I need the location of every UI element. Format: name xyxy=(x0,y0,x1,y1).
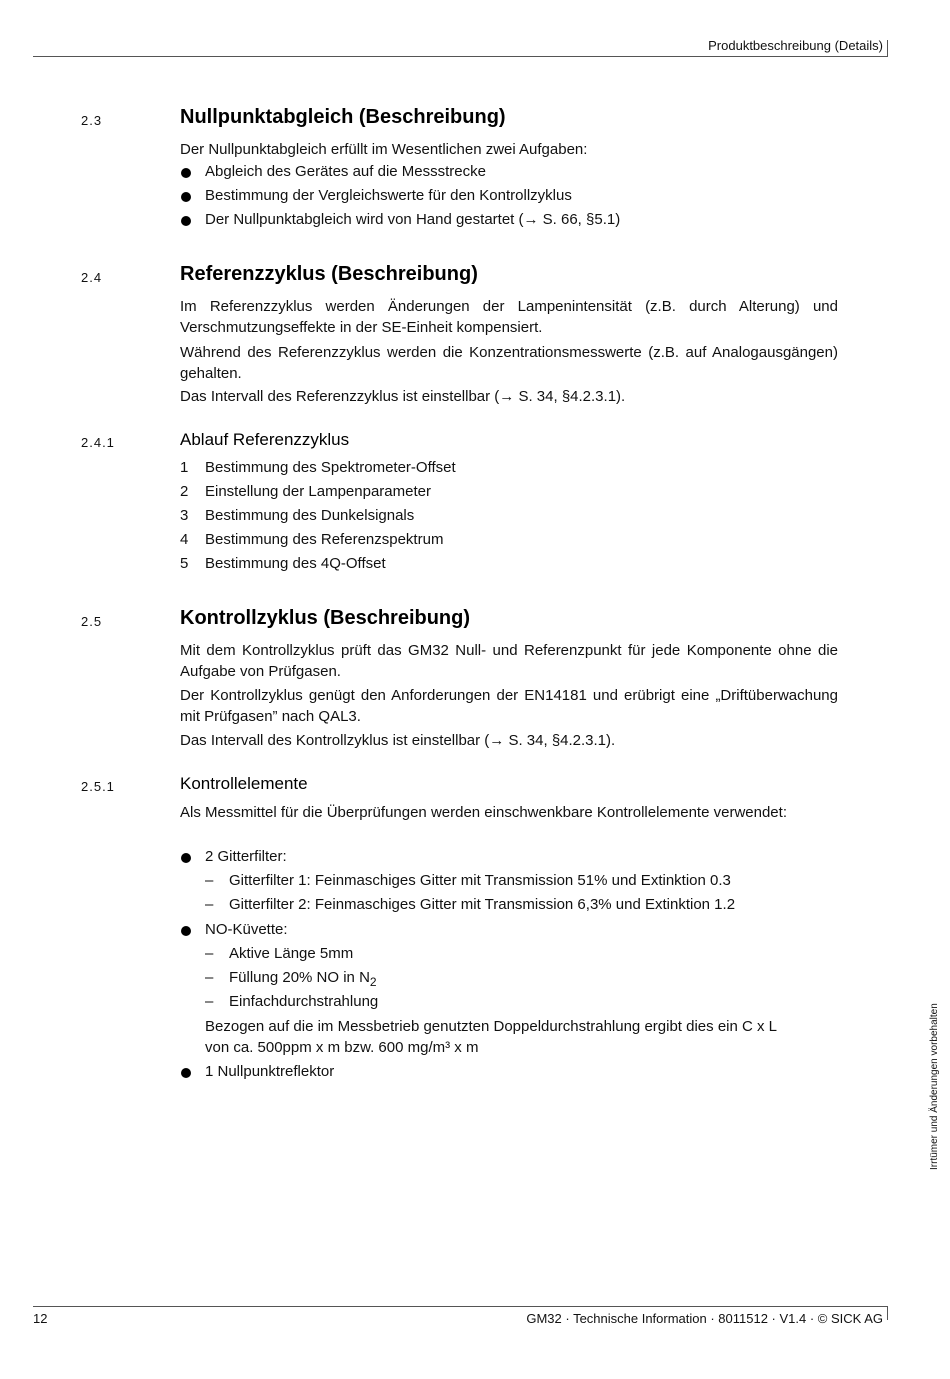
list-number: 4 xyxy=(180,531,189,548)
section-number: 2.5 xyxy=(81,614,103,629)
paragraph: Der Kontrollzyklus genügt den Anforderungen der EN14181 und erübrigt eine „Driftüberwachung mit Prüfgasen” nach QAL3. xyxy=(180,687,838,725)
note-line: Bezogen auf die im Messbetrieb genutzten Doppeldurchstrahlung ergibt dies ein C x L xyxy=(205,1018,778,1035)
bullet-text: 2 Gitterfilter: xyxy=(205,848,287,865)
bullet-text: Bestimmung der Vergleichswerte für den Kontrollzyklus xyxy=(205,187,572,204)
dash-marker: – xyxy=(205,896,214,913)
subsection-heading: Kontrollelemente xyxy=(180,774,308,793)
page-number: 12 xyxy=(33,1311,48,1326)
paragraph: Das Intervall des Kontrollzyklus ist einstellbar (→ S. 34, §4.2.3.1). xyxy=(180,732,616,749)
list-number: 3 xyxy=(180,507,189,524)
bullet-icon xyxy=(181,192,191,202)
section-heading: Referenzzyklus (Beschreibung) xyxy=(180,263,478,285)
bullet-icon xyxy=(181,926,191,936)
paragraph: Im Referenzzyklus werden Änderungen der Lampenintensität (z.B. durch Alterung) und Verschmutzungseffekte in der SE-Einheit kompensiert. xyxy=(180,298,838,336)
paragraph: Das Intervall des Referenzzyklus ist einstellbar (→ S. 34, §4.2.3.1). xyxy=(180,388,626,405)
subsection-number: 2.5.1 xyxy=(81,779,115,794)
sub-item xyxy=(229,969,377,989)
sub-item: Aktive Länge 5mm xyxy=(229,945,354,962)
paragraph: Während des Referenzzyklus werden die Konzentrationsmesswerte (z.B. auf Analogausgängen) gehalten. xyxy=(180,344,838,382)
bullet-text: NO-Küvette: xyxy=(205,921,288,938)
sub-item: Gitterfilter 2: Feinmaschiges Gitter mit Transmission 6,3% und Extinktion 1.2 xyxy=(229,896,736,913)
bullet-text: Abgleich des Gerätes auf die Messstrecke xyxy=(205,163,486,180)
sub-item-text: Füllung 20% NO in N xyxy=(229,969,370,986)
side-disclaimer: Irrtümer und Änderungen vorbehalten xyxy=(929,1003,940,1170)
footer-info: GM32 · Technische Information · 8011512 · V1.4 · © SICK AG xyxy=(526,1311,883,1326)
bullet-text: 1 Nullpunktreflektor xyxy=(205,1063,335,1080)
list-item: Bestimmung des 4Q-Offset xyxy=(205,555,386,572)
dash-marker: – xyxy=(205,993,214,1010)
subsection-number: 2.4.1 xyxy=(81,435,115,450)
list-item: Einstellung der Lampenparameter xyxy=(205,483,431,500)
list-number: 2 xyxy=(180,483,189,500)
list-item: Bestimmung des Dunkelsignals xyxy=(205,507,415,524)
header-rule xyxy=(33,56,888,57)
section-number: 2.3 xyxy=(81,113,103,128)
subscript: 2 xyxy=(369,975,377,989)
dash-marker: – xyxy=(205,969,214,986)
subsection-heading: Ablauf Referenzzyklus xyxy=(180,430,350,449)
paragraph: Der Nullpunktabgleich erfüllt im Wesentlichen zwei Aufgaben: xyxy=(180,141,588,158)
list-number: 1 xyxy=(180,459,189,476)
section-heading: Kontrollzyklus (Beschreibung) xyxy=(180,607,471,629)
list-item: Bestimmung des Referenzspektrum xyxy=(205,531,444,548)
dash-marker: – xyxy=(205,945,214,962)
list-number: 5 xyxy=(180,555,189,572)
section-heading: Nullpunktabgleich (Beschreibung) xyxy=(180,106,506,128)
note-line: von ca. 500ppm x m bzw. 600 mg/m³ x m xyxy=(205,1039,479,1056)
dash-marker: – xyxy=(205,872,214,889)
running-header: Produktbeschreibung (Details) xyxy=(708,38,883,53)
paragraph: Mit dem Kontrollzyklus prüft das GM32 Null- und Referenzpunkt für jede Komponente ohne die Aufgabe von Prüfgasen. xyxy=(180,642,838,680)
bullet-icon xyxy=(181,853,191,863)
sub-item: Einfachdurchstrahlung xyxy=(229,993,379,1010)
footer-tick xyxy=(887,1306,888,1320)
section-number: 2.4 xyxy=(81,270,103,285)
bullet-icon xyxy=(181,216,191,226)
sub-item: Gitterfilter 1: Feinmaschiges Gitter mit Transmission 51% und Extinktion 0.3 xyxy=(229,872,731,889)
paragraph: Als Messmittel für die Überprüfungen werden einschwenkbare Kontrollelemente verwendet: xyxy=(180,804,787,821)
bullet-icon xyxy=(181,1068,191,1078)
footer-rule xyxy=(33,1306,888,1307)
bullet-icon xyxy=(181,168,191,178)
header-tick xyxy=(887,40,888,56)
list-item: Bestimmung des Spektrometer-Offset xyxy=(205,459,456,476)
bullet-text: Der Nullpunktabgleich wird von Hand gestartet (→ S. 66, §5.1) xyxy=(205,211,621,228)
